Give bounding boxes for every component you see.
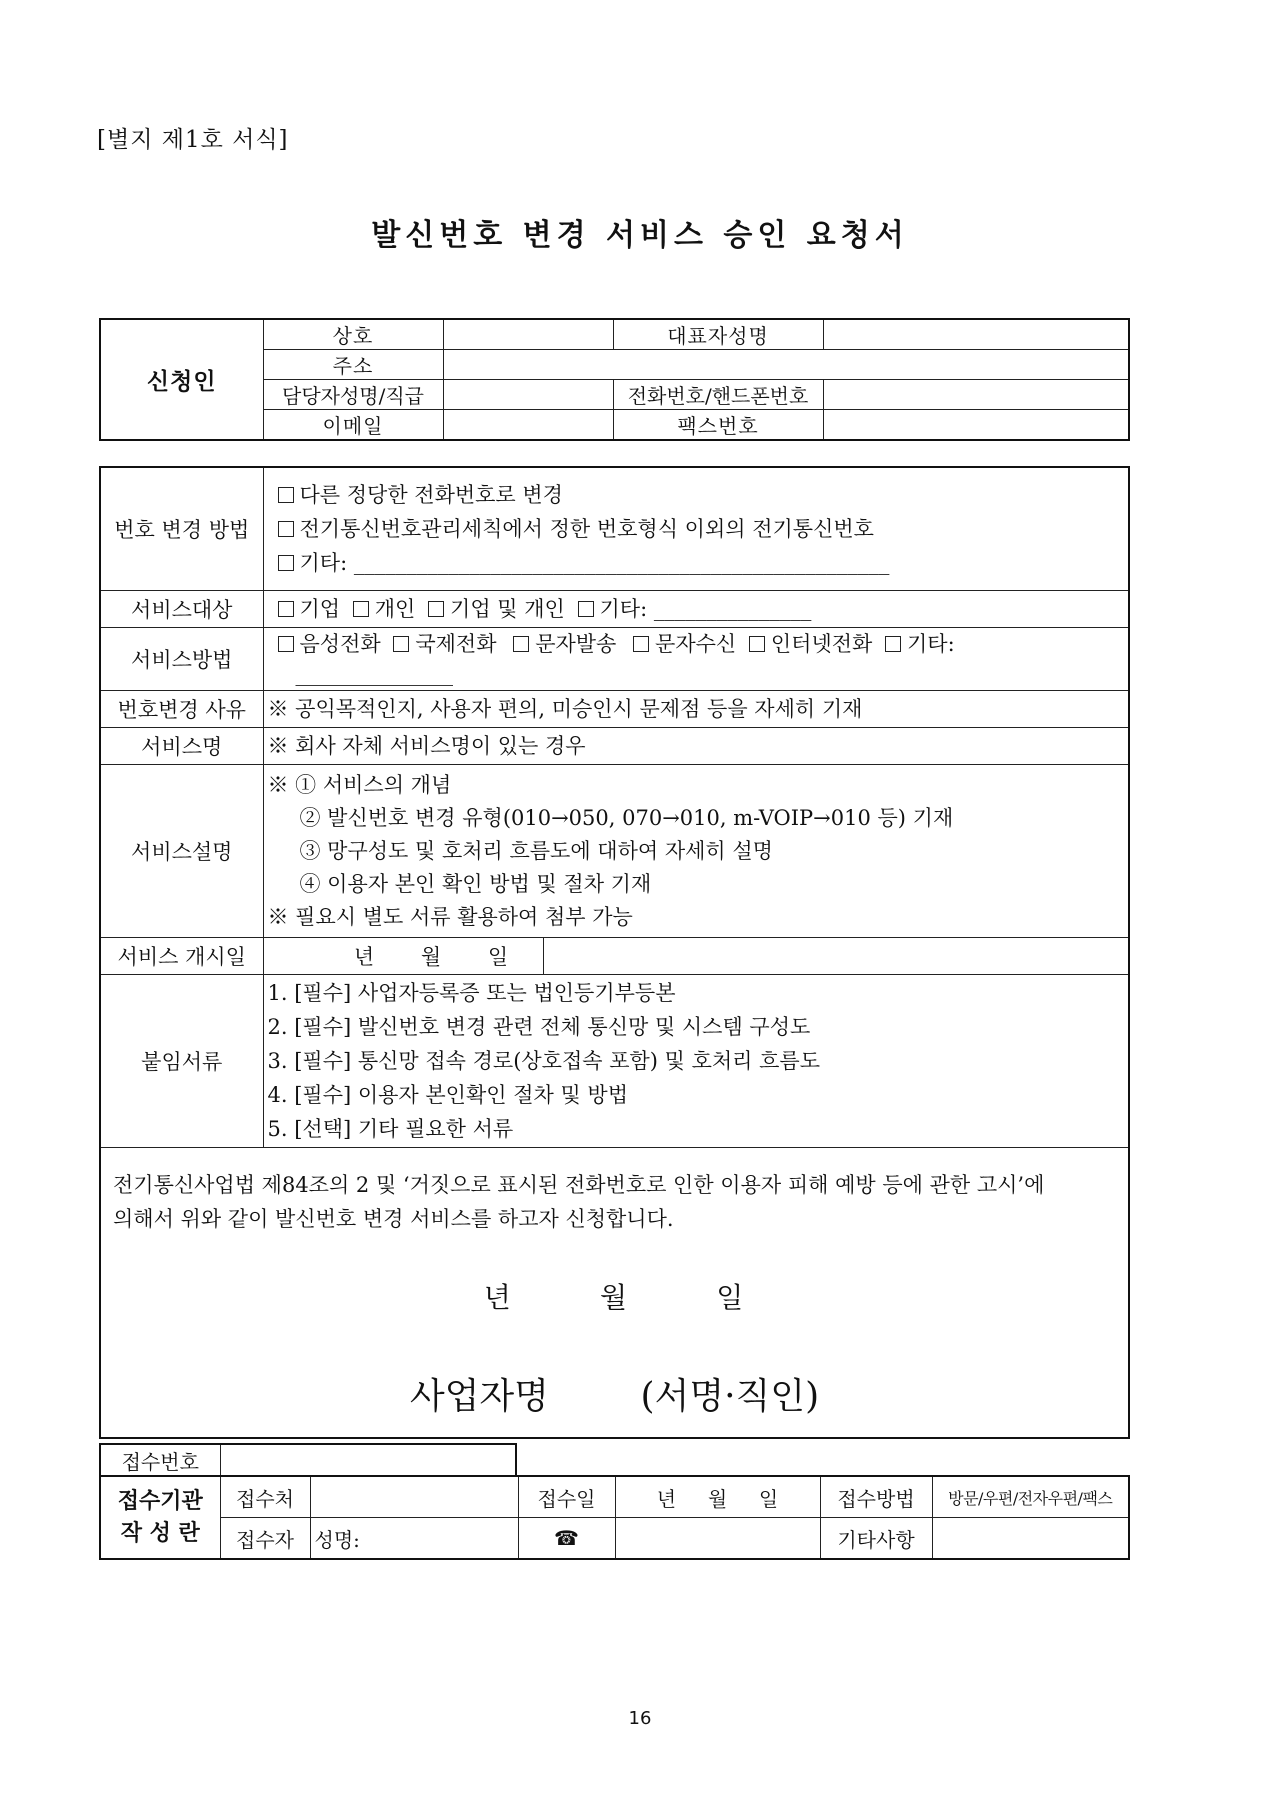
company-label: 상호 <box>263 319 443 350</box>
reception-method-label: 접수방법 <box>820 1476 932 1518</box>
page-number: 16 <box>628 1708 652 1729</box>
service-target-label: 서비스대상 <box>100 591 263 628</box>
checkbox[interactable] <box>278 601 294 617</box>
start-date-blank[interactable] <box>543 938 1129 975</box>
checkbox[interactable] <box>633 636 649 652</box>
declaration-line-1: 전기통신사업법 제84조의 2 및 ‘거짓으로 표시된 전화번호로 인한 이용자 피해 예방 등에 관한 고시’에 <box>113 1173 1045 1197</box>
applicant-section-label: 신청인 <box>100 319 263 440</box>
reception-place-label: 접수처 <box>220 1476 310 1518</box>
receipt-no-field[interactable] <box>220 1444 516 1476</box>
reception-date-field[interactable]: 년 월 일 <box>615 1476 820 1518</box>
address-field[interactable] <box>443 350 1129 380</box>
service-method-options: 음성전화 국제전화 문자발송 문자수신 인터넷전화 기타: _______________ <box>263 628 1129 691</box>
other-label: 기타사항 <box>820 1518 932 1560</box>
attachments-list <box>263 975 1129 1148</box>
phone-field[interactable] <box>823 380 1129 410</box>
checkbox[interactable] <box>513 636 529 652</box>
list-item: 5. [선택] 기타 필요한 서류 <box>267 1117 514 1141</box>
checkbox[interactable] <box>353 601 369 617</box>
page-title: 발신번호 변경 서비스 승인 요청서 <box>371 218 909 253</box>
fax-field[interactable] <box>823 410 1129 441</box>
form-label: [별지 제1호 서식] <box>97 127 289 153</box>
change-method-option[interactable]: 전기통신번호관리세칙에서 정한 번호형식 이외의 전기통신번호 <box>278 512 1125 546</box>
declaration-date[interactable]: 년 월 일 <box>483 1281 746 1314</box>
service-method-blank[interactable]: _______________ <box>295 662 453 686</box>
list-item: 4. [필수] 이용자 본인확인 절차 및 방법 <box>267 1083 628 1107</box>
other-field[interactable] <box>932 1518 1129 1560</box>
declaration <box>100 1148 1129 1439</box>
change-reason-label: 번호변경 사유 <box>100 691 263 728</box>
change-reason-note[interactable]: ※ 공익목적인지, 사용자 편의, 미승인시 문제점 등을 자세히 기재 <box>263 691 1129 728</box>
receipt-number-table <box>99 1443 517 1476</box>
list-item: 2. [필수] 발신번호 변경 관련 전체 통신망 및 시스템 구성도 <box>267 1015 811 1039</box>
applicant-table <box>99 318 1130 441</box>
service-name-label: 서비스명 <box>100 728 263 765</box>
checkbox[interactable] <box>278 521 294 537</box>
email-field[interactable] <box>443 410 613 441</box>
service-name-note[interactable]: ※ 회사 자체 서비스명이 있는 경우 <box>263 728 1129 765</box>
reception-office-label: 접수기관 작 성 란 <box>100 1476 220 1559</box>
receiver-phone-field[interactable] <box>615 1518 820 1560</box>
checkbox[interactable] <box>278 636 294 652</box>
manager-label: 담당자성명/직급 <box>263 380 443 410</box>
service-desc-label: 서비스설명 <box>100 765 263 938</box>
ceo-field[interactable] <box>823 319 1129 350</box>
receiver-name-field[interactable]: 성명: <box>310 1518 518 1560</box>
request-table <box>99 466 1130 1439</box>
declaration-line-2: 의해서 위와 같이 발신번호 변경 서비스를 하고자 신청합니다. <box>113 1207 674 1231</box>
checkbox[interactable] <box>749 636 765 652</box>
service-desc-lines[interactable]: ※ ① 서비스의 개념 ② 발신번호 변경 유형(010→050, 070→010, m-VOIP→010 등) 기재 ③ 망구성도 및 호처리 흐름도에 대하여 자세히 설명 ④ 이용자 본인 확인 방법 및 절차 기재 ※ 필요시 별도 서류 활용하여 첨부 가능 <box>263 765 1129 938</box>
change-method-option[interactable]: 기타: ___________________________________________________ <box>278 546 1125 580</box>
change-method-options <box>263 467 1129 591</box>
email-label: 이메일 <box>263 410 443 441</box>
attachments-label: 붙임서류 <box>100 975 263 1148</box>
signature-line[interactable]: 사업자명 (서명·직인) <box>409 1376 820 1417</box>
service-method-label: 서비스방법 <box>100 628 263 691</box>
list-item: 3. [필수] 통신망 접속 경로(상호접속 포함) 및 호처리 흐름도 <box>267 1049 821 1073</box>
reception-method-value[interactable]: 방문/우편/전자우편/팩스 <box>932 1476 1129 1518</box>
receiver-label: 접수자 <box>220 1518 310 1560</box>
checkbox[interactable] <box>428 601 444 617</box>
fax-label: 팩스번호 <box>613 410 823 441</box>
phone-label: 전화번호/핸드폰번호 <box>613 380 823 410</box>
start-date-label: 서비스 개시일 <box>100 938 263 975</box>
checkbox[interactable] <box>278 487 294 503</box>
receipt-no-label: 접수번호 <box>100 1444 220 1476</box>
manager-field[interactable] <box>443 380 613 410</box>
ceo-label: 대표자성명 <box>613 319 823 350</box>
checkbox[interactable] <box>885 636 901 652</box>
reception-table <box>99 1475 1130 1560</box>
change-method-option[interactable]: 다른 정당한 전화번호로 변경 <box>278 478 1125 512</box>
reception-date-label: 접수일 <box>518 1476 615 1518</box>
checkbox[interactable] <box>278 555 294 571</box>
address-label: 주소 <box>263 350 443 380</box>
phone-icon: ☎ <box>518 1518 615 1560</box>
checkbox[interactable] <box>393 636 409 652</box>
service-target-options: 기업 개인 기업 및 개인 기타: _______________ <box>263 591 1129 628</box>
checkbox[interactable] <box>578 601 594 617</box>
reception-place-field[interactable] <box>310 1476 518 1518</box>
list-item: 1. [필수] 사업자등록증 또는 법인등기부등본 <box>267 981 676 1005</box>
change-method-label: 번호 변경 방법 <box>100 467 263 591</box>
company-field[interactable] <box>443 319 613 350</box>
start-date-field[interactable]: 년 월 일 <box>263 938 543 975</box>
